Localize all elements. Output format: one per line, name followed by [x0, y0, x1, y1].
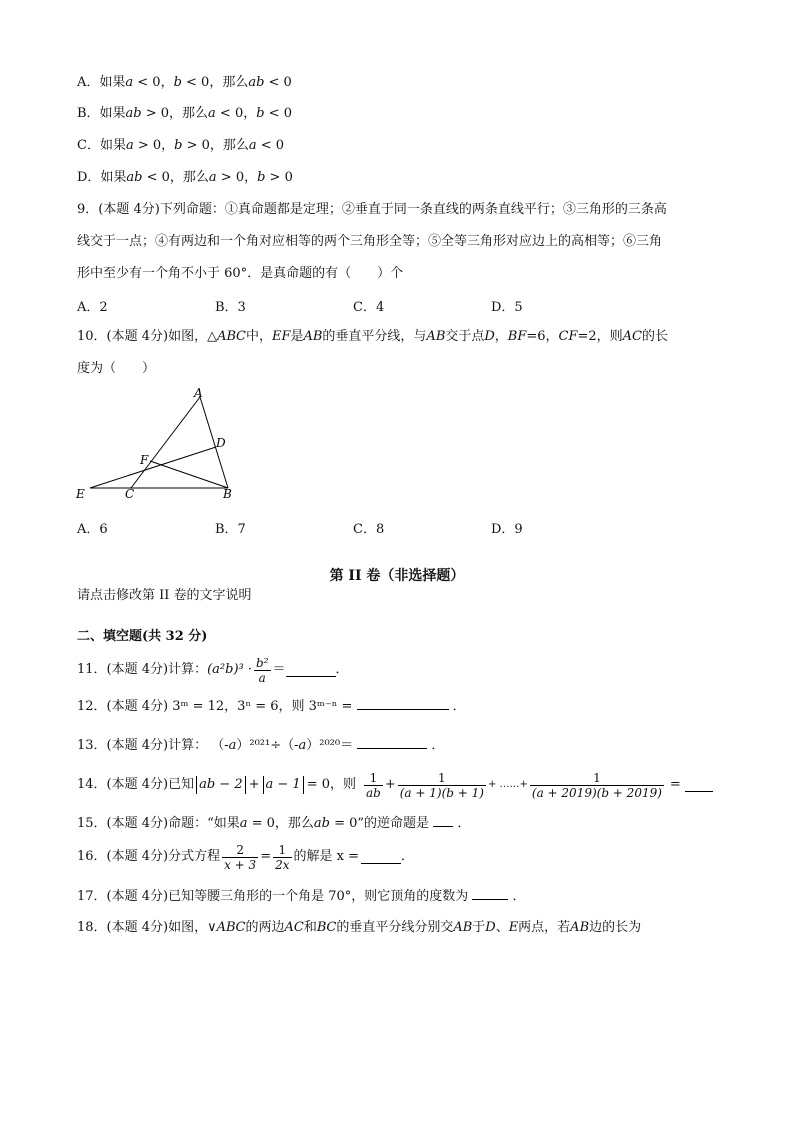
q12-expr: 3ᵐ = 12，3ⁿ = 6，则 3ᵐ⁻ⁿ = [172, 699, 353, 714]
segment-fb [150, 461, 228, 488]
question-13 [77, 736, 444, 755]
q11-frac-num: b² [256, 655, 269, 670]
q14-prefix: 14．(本题 4分)已知 [77, 777, 195, 792]
q14-f3-num: 1 [530, 771, 664, 786]
q12-answer-blank[interactable] [357, 697, 449, 710]
q14-fraction-3 [530, 771, 664, 800]
question-15 [77, 814, 470, 833]
q12-suffix: ． [452, 699, 466, 714]
q16-mid: 的解是 x = [293, 849, 359, 864]
q16-f2-num: 1 [273, 843, 291, 858]
label-b: B [223, 487, 232, 501]
question-14: 14．(本题 4分)已知 ab − 2 + a − 1 = 0，则 $\frac{1}{ab}$ + $\frac{1}{(a + 1)(b + 1)}$ + ……+ $\frac{1}{(a + 2019)(b + 2019)}$ = [77, 766, 713, 804]
question-11: 11．(本题 4分)计算： (a²b)³ · $\frac{\text{b²}}{a}$ ＝ ． [77, 655, 349, 685]
q8-option-b: B．如果𝑎𝑏 > 0，那么𝑎 < 0，𝑏 < 0 [77, 106, 292, 121]
q14-f1-num: 1 [364, 771, 383, 786]
q14-f1-den: ab [366, 785, 381, 800]
q16-prefix: 16．(本题 4分)分式方程 [77, 849, 221, 864]
q10-option-a: A．6 [77, 522, 108, 537]
q14-abs-1: ab − 2 [196, 776, 246, 794]
q17-answer-blank[interactable] [472, 887, 508, 900]
q9-option-a: A．2 [77, 300, 108, 315]
q13-suffix: ． [431, 738, 445, 753]
q17-text: 17．(本题 4分)已知等腰三角形的一个角是 70°，则它顶角的度数为 [77, 889, 469, 904]
part2-note: 请点击修改第 II 卷的文字说明 [77, 588, 252, 603]
q8-option-d: D．如果𝑎𝑏 < 0，那么𝑎 > 0，𝑏 > 0 [77, 170, 293, 185]
question-12 [77, 697, 466, 716]
q16-fraction-1 [222, 843, 258, 872]
q16-fraction-2 [273, 843, 291, 872]
q11-suffix: ＝ [272, 662, 286, 677]
q11-prefix: 11．(本题 4分)计算： [77, 662, 208, 677]
q9-stem-line2: 线交于一点；④有两边和一个角对应相等的两个三角形全等；⑤全等三角形对应边上的高相等；⑥三角 [77, 234, 663, 249]
q11-frac-den: a [258, 670, 266, 685]
q14-eq: = [669, 777, 681, 792]
q14-fraction-2 [398, 771, 486, 800]
q13-answer-blank[interactable] [357, 736, 427, 749]
q14-dots: + ……+ [487, 779, 528, 790]
q14-cond-tail: = 0，则 [306, 777, 356, 792]
q15-answer-blank[interactable] [433, 814, 453, 827]
section-heading-fill-blank: 二、填空题(共 32 分) [77, 629, 208, 644]
q9-stem-line3: 形中至少有一个角不小于 60°．是真命题的有（ ）个 [77, 266, 404, 281]
q13-expr: （-𝑎）²⁰²¹÷（-𝑎）²⁰²⁰＝ [211, 738, 354, 753]
q16-f2-den: 2x [275, 857, 290, 872]
q11-fraction [254, 656, 271, 685]
q14-abs-2: a − 1 [263, 776, 304, 794]
q14-answer-blank[interactable] [685, 779, 713, 792]
label-e: E [76, 487, 85, 501]
q9-stem-line1: 9．(本题 4分)下列命题：①真命题都是定理；②垂直于同一条直线的两条直线平行；③三角形的三条高 [77, 202, 667, 217]
q14-f2-den: (a + 1)(b + 1) [399, 785, 484, 800]
q12-prefix: 12．(本题 4分) [77, 699, 169, 714]
question-18: 18．(本题 4分)如图，∨𝐴𝐵𝐶的两边𝐴𝐶和𝐵𝐶的垂直平分线分别交𝐴𝐵于𝐷、𝐸两点，若𝐴𝐵边的长为 [77, 920, 642, 935]
q8-option-c: C．如果𝑎 > 0，𝑏 > 0，那么𝑎 < 0 [77, 138, 285, 153]
q14-f2-num: 1 [398, 771, 486, 786]
q11-expr: (a²b)³ · [207, 662, 252, 677]
q8-option-a: A．如果𝑎 < 0，𝑏 < 0，那么𝑎𝑏 < 0 [77, 75, 292, 90]
label-d: D [216, 436, 226, 450]
q15-text: 15．(本题 4分)命题：“如果𝑎 = 0，那么𝑎𝑏 = 0”的逆命题是 [77, 816, 430, 831]
q10-option-b: B．7 [215, 522, 246, 537]
label-a: A [194, 386, 203, 400]
q16-suffix: ． [401, 849, 415, 864]
q9-option-c: C．4 [353, 300, 385, 315]
q17-suffix: ． [512, 889, 526, 904]
q10-option-d: D．9 [491, 522, 523, 537]
label-c: C [125, 487, 135, 501]
q10-stem-line1: 10．(本题 4分)如图，△𝐴𝐵𝐶中，𝐸𝐹是𝐴𝐵的垂直平分线，与𝐴𝐵交于点𝐷，𝐵𝐹=6，𝐶𝐹=2，则𝐴𝐶的长 [77, 329, 668, 344]
label-f: F [140, 453, 149, 467]
q9-option-b: B．3 [215, 300, 246, 315]
question-17 [77, 887, 526, 906]
q13-prefix: 13．(本题 4分)计算： [77, 738, 208, 753]
question-16: 16．(本题 4分)分式方程 $\frac{2}{x + 3}$ = $\frac{1}{2x}$ 的解是 x = ． [77, 842, 415, 872]
q16-f1-den: x + 3 [224, 857, 257, 872]
q11-answer-blank[interactable] [286, 664, 336, 677]
q9-option-d: D．5 [491, 300, 523, 315]
q10-option-c: C．8 [353, 522, 385, 537]
segment-ed [90, 447, 216, 488]
part2-title: 第 II 卷（非选择题） [329, 568, 465, 584]
triangle-figure [70, 385, 250, 510]
q16-answer-blank[interactable] [361, 851, 401, 864]
q10-stem-line2: 度为（ ） [77, 361, 156, 376]
q14-f3-den: (a + 2019)(b + 2019) [531, 785, 662, 800]
q15-suffix: ． [457, 816, 471, 831]
q14-fraction-1 [364, 771, 383, 800]
q16-f1-num: 2 [222, 843, 258, 858]
